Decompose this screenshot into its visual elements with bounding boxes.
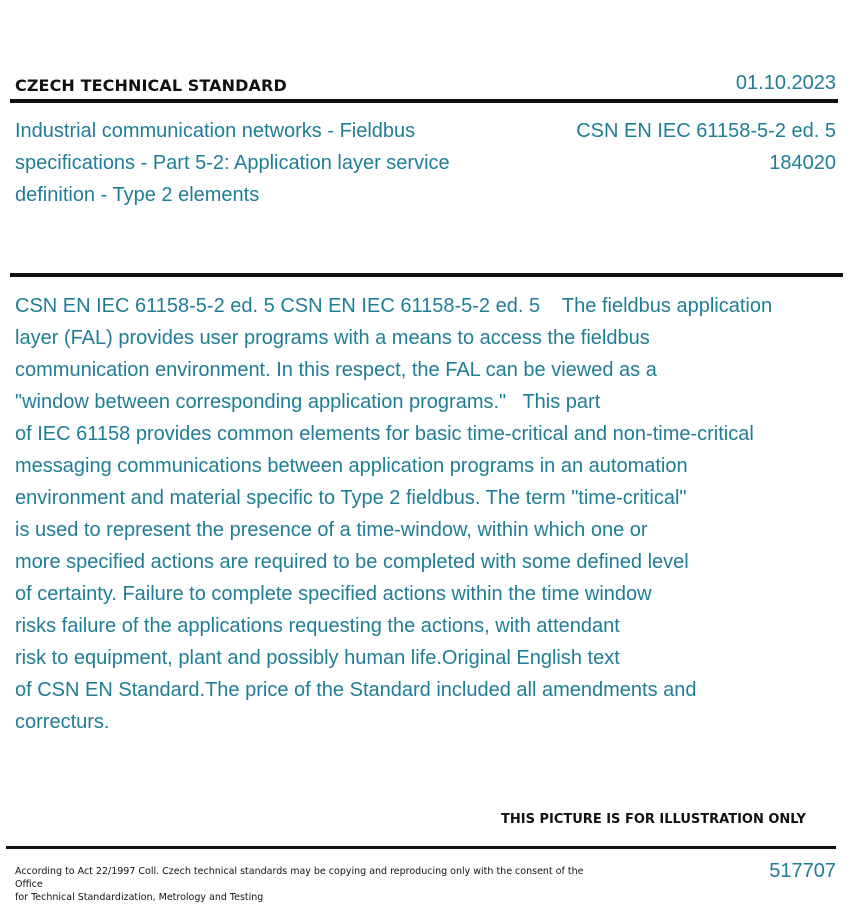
standard-class-number: 184020: [769, 152, 836, 174]
abstract-line: "window between corresponding application programs." This part: [15, 391, 601, 413]
abstract-line: risks failure of the applications requesting the actions, with attendant: [15, 615, 620, 637]
abstract-line: CSN EN IEC 61158-5-2 ed. 5 CSN EN IEC 61158-5-2 ed. 5 The fieldbus application: [15, 295, 773, 317]
abstract-line: messaging communications between application programs in an automation: [15, 455, 688, 477]
header-divider: [10, 99, 838, 103]
standard-identifier: [576, 115, 836, 179]
copyright-notice: [15, 865, 595, 904]
abstract-line: environment and material specific to Type 2 fieldbus. The term "time-critical": [15, 487, 687, 509]
abstract-line: is used to represent the presence of a time-window, within which one or: [15, 519, 648, 541]
copyright-notice-line: According to Act 22/1997 Coll. Czech technical standards may be copying and reproducing only with the consent of the Office: [15, 866, 584, 890]
abstract-line: of IEC 61158 provides common elements for basic time-critical and non-time-critical: [15, 423, 754, 445]
abstract-line: of certainty. Failure to complete specified actions within the time window: [15, 583, 652, 605]
abstract-line: of CSN EN Standard.The price of the Standard included all amendments and: [15, 679, 697, 701]
standard-title: Industrial communication networks - Fieldbus specifications - Part 5-2: Application layer service definition - Type 2 elements: [15, 120, 450, 206]
footer-divider: [6, 846, 836, 849]
catalog-number: 517707: [769, 860, 836, 882]
document-type-label: CZECH TECHNICAL STANDARD: [15, 76, 287, 95]
copyright-notice-line: for Technical Standardization, Metrology and Testing: [15, 892, 264, 903]
abstract-line: more specified actions are required to be completed with some defined level: [15, 551, 689, 573]
publication-date: 01.10.2023: [735, 72, 836, 94]
title-divider: [10, 273, 843, 277]
abstract-line: correcturs.: [15, 711, 110, 733]
standard-code: CSN EN IEC 61158-5-2 ed. 5: [576, 120, 836, 142]
abstract-line: communication environment. In this respect, the FAL can be viewed as a: [15, 359, 657, 381]
standard-abstract: [15, 290, 845, 738]
abstract-line: layer (FAL) provides user programs with a means to access the fieldbus: [15, 327, 650, 349]
illustration-disclaimer: THIS PICTURE IS FOR ILLUSTRATION ONLY: [501, 812, 806, 827]
abstract-line: risk to equipment, plant and possibly human life.Original English text: [15, 647, 620, 669]
